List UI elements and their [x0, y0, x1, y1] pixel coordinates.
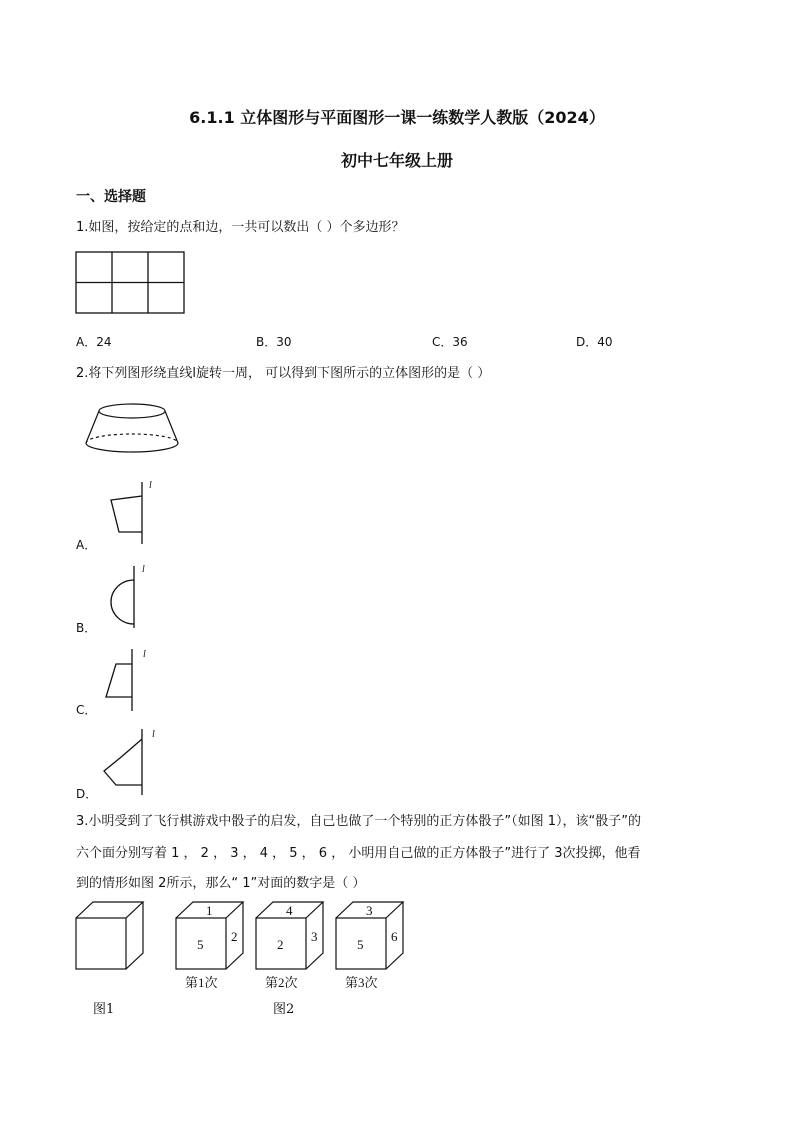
die-2-caption: 第2次: [265, 975, 298, 990]
die-2-front: 2: [277, 937, 284, 952]
die-3-top: 3: [366, 903, 373, 918]
die-3-side: 6: [391, 929, 398, 944]
frustum-figure: [82, 400, 182, 458]
question-3-line-1: 3.小明受到了飞行棋游戏中骰子的启发，自己也做了一个特别的正方体骰子”（如图 1），该“骰子”的: [76, 814, 642, 829]
dice-figure-2: [172, 898, 417, 996]
die-1-top: 1: [206, 903, 213, 918]
die-1-front: 5: [197, 937, 204, 952]
question-3-line-2: 六个面分别写着 1 ， 2 ， 3 ， 4 ， 5 ， 6 ， 小明用自己做的正方体骰子”进行了 3次投掷，他看: [76, 846, 641, 861]
die-1-side: 2: [231, 929, 238, 944]
q1-option-b: B．30: [256, 335, 292, 349]
die-3-caption: 第3次: [345, 975, 378, 990]
section-heading: 一、选择题: [76, 189, 146, 205]
question-2-text: 2.将下列图形绕直线l旋转一周， 可以得到下图所示的立体图形的是（ ）: [76, 366, 491, 381]
q2-option-c-label: C．: [76, 703, 97, 717]
q2-option-a-axis-label: l: [149, 480, 152, 491]
die-2-top: 4: [286, 903, 293, 918]
q1-option-c: C．36: [432, 335, 468, 349]
q2-option-b-axis-label: l: [142, 564, 145, 575]
q1-option-a: A．24: [76, 335, 112, 349]
q2-option-c-figure: [100, 645, 160, 715]
q2-option-d-figure: [100, 725, 162, 800]
q2-option-b-label: B．: [76, 621, 97, 635]
figure-1-label: 图1: [93, 1002, 115, 1017]
die-2-side: 3: [311, 929, 318, 944]
q2-option-a-figure: [105, 478, 165, 548]
q2-option-d-label: D．: [76, 787, 98, 801]
document-title: 6.1.1 立体图形与平面图形一课一练数学人教版（2024）: [189, 108, 605, 127]
document-subtitle: 初中七年级上册: [340, 151, 453, 170]
cube-figure-1: [72, 898, 152, 976]
q1-option-d: D．40: [576, 335, 613, 349]
q2-option-d-axis-label: l: [152, 729, 155, 740]
question-1-text: 1.如图，按给定的点和边，一共可以数出（ ）个多边形？: [76, 220, 405, 235]
q2-option-a-label: A．: [76, 538, 97, 552]
die-3-front: 5: [357, 937, 364, 952]
figure-2-label: 图2: [273, 1002, 295, 1017]
q2-option-b-figure: [100, 562, 160, 632]
q2-option-c-axis-label: l: [143, 649, 146, 660]
question-3-line-3: 到的情形如图 2所示，那么“ 1”对面的数字是（ ）: [76, 876, 366, 891]
die-1-caption: 第1次: [185, 975, 218, 990]
grid-figure: [74, 250, 188, 316]
